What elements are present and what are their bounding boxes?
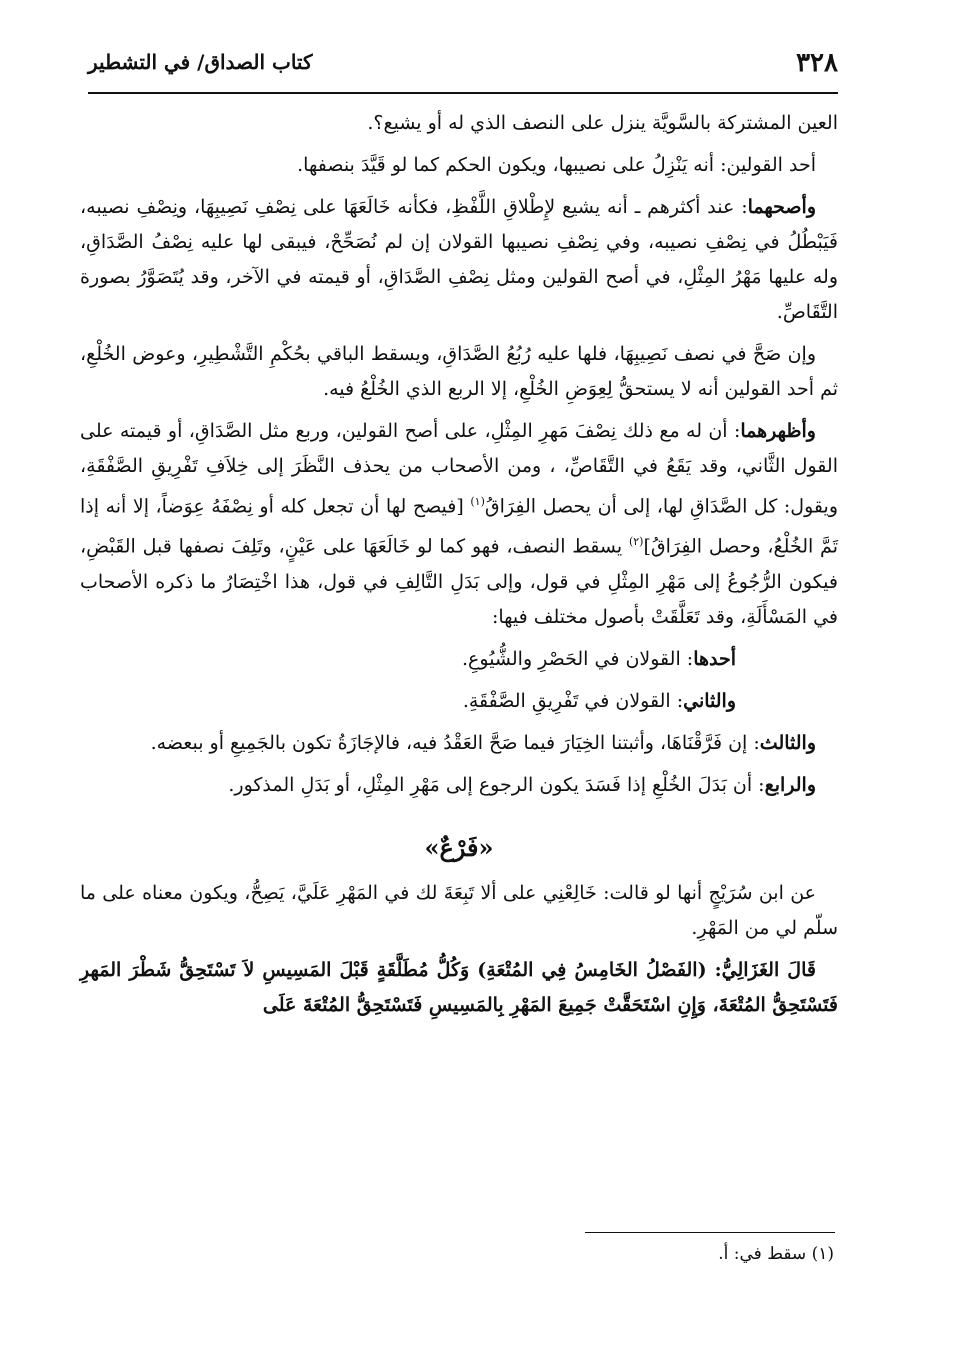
running-title: كتاب الصداق/ في التشطير [88, 50, 313, 74]
quote-lead: قَالَ الغَزَالِيُّ: [706, 958, 816, 981]
paragraph-text: : أن له مع ذلك نِصْفَ مَهرِ المِثْلِ، على أصح القولين، وربع مثل الصَّدَاقِ، أو قيمته على القول الثَّاني، وقد يَقَعُ في التَّقَاصِّ، ، ومن الأصحاب من يحذف النَّظَرَ إلى خِلاَفِ تَفْرِيقِ الصَّفْقَةِ، ويقول: كل الصَّدَاقِ لها، إلى أن يحصل الفِرَاقُ [80, 420, 838, 518]
page-header [88, 40, 838, 94]
paragraph-lead: وأظهرهما [740, 420, 816, 442]
paragraph: وإن صَحَّ في نصف نَصِيبِهَا، فلها عليه رُبُعُ الصَّدَاقِ، ويسقط الباقي بحُكْمِ التَّشْطِيرِ، وعوض الخُلْعِ، ثم أحد القولين أنه لا يستحقُّ لِعِوَضِ الخُلْعِ، إلا الربع الذي الخُلْعُ فيه. [80, 343, 838, 400]
paragraph: عن ابن سُرَيْجٍ أنها لو قالت: خَالِعْنِي على ألا تَبِعَةَ لك في المَهْرِ عَلَيَّ، يَصِحُّ، ويكون معناه على ما سلّم لي من المَهْرِ. [80, 881, 838, 939]
paragraph: أحد القولين: أنه يَنْزِلُ على نصيبها، ويكون الحكم كما لو قَيَّدَ بنصفها. [297, 154, 816, 176]
footnote: (١) سقط في: أ. [718, 1244, 834, 1264]
paragraph: العين المشتركة بالسَّويَّة ينزل على النصف الذي له أو يشيع؟. [367, 112, 838, 134]
paragraph-text: [فيصح لها أن تجعل كله أو نِصْفَهُ عِوَضاً، إلا أنه إذا تَمَّ الخُلْعُ، وحصل الفِرَاقُ] [80, 495, 838, 558]
item-text: : إن فَرَّقْنَاهَا، وأثبتنا الخِيَارَ فيما صَحَّ العَقْدُ فيه، فالإجَازَةُ تكون بالجَمِيعِ أو ببعضه. [150, 731, 760, 754]
list-item [80, 726, 838, 761]
list-item [80, 642, 758, 677]
paragraph-lead: وأصحهما [747, 196, 816, 218]
item-lead: والثالث [759, 731, 816, 754]
main-text [80, 106, 838, 1023]
item-lead: والثاني [683, 689, 736, 712]
item-lead: والرابع [764, 773, 816, 796]
paragraph [80, 190, 838, 330]
footnote-ref[interactable]: (٢) [628, 535, 644, 549]
quoted-passage [80, 953, 838, 1023]
footnote-ref[interactable]: (١) [470, 495, 485, 508]
page-number: ٣٢٨ [796, 48, 838, 78]
section-heading: «فَرْعٌ» [424, 832, 494, 862]
paragraph-text: : عند أكثرهم ـ أنه يشيع لإِطْلاقِ اللَّفْظِ، فكأنه خَالَعَهَا على نِصْفِ نَصِيبِهَا، ونِصْفِ نصيبه، فَيَبْطُلُ في نِصْفِ نصيبه، وفي نِصْفِ نصيبها القولان إن لم نُصَحِّحْ، فيبقى لها عليه نِصْفُ الصَّدَاقِ، وله عليها مَهْرُ المِثْلِ، في أصح القولين ومثل نِصْفِ الصَّدَاقِ، أو قيمته في الآخر، وقد يُتَصَوَّرُ بصورة التَّقَاصِّ. [80, 196, 838, 323]
list-item [80, 768, 838, 803]
item-text: : القولان في تَفْرِيقِ الصَّفْقَةِ. [462, 689, 684, 712]
footnote-divider [585, 1232, 835, 1233]
item-text: : القولان في الحَصْرِ والشُّيُوعِ. [462, 647, 694, 670]
paragraph [80, 414, 838, 635]
quote-text: (الفَصْلُ الخَامِسُ فِي المُتْعَةِ) وَكُلُّ مُطَلَّقَةٍ قَبْلَ المَسِيسِ لاَ تَسْتَحِقُّ شَطْرَ المَهرِ فَتَسْتَحِقُّ المُتْعَةَ، وَإِنِ اسْتَحَقَّتْ جَمِيعَ المَهْرِ بِالمَسِيسِ فَتَسْتَحِقُّ المُتْعَةَ عَلَى [80, 958, 838, 1016]
item-text: : أن بَدَلَ الخُلْعِ إذا فَسَدَ يكون الرجوع إلى مَهْرِ المِثْلِ، أو بَدَلِ المذكور. [228, 773, 765, 796]
item-lead: أحدها [693, 647, 736, 670]
list-item [80, 684, 758, 719]
paragraph-text: يسقط النصف، فهو كما لو خَالَعَهَا على عَيْنٍ، وتَلِفَ نصفها قبل القَبْضِ، فيكون الرُّجُوعُ إلى مَهْرِ المِثْلِ في قول، وإلى بَدَلِ التَّالِفِ في قول، هذا اخْتِصَارُ ما ذكره الأصحاب في المَسْأَلَةِ، وقد تَعَلَّقَتْ بأصول مختلف فيها: [80, 535, 838, 628]
